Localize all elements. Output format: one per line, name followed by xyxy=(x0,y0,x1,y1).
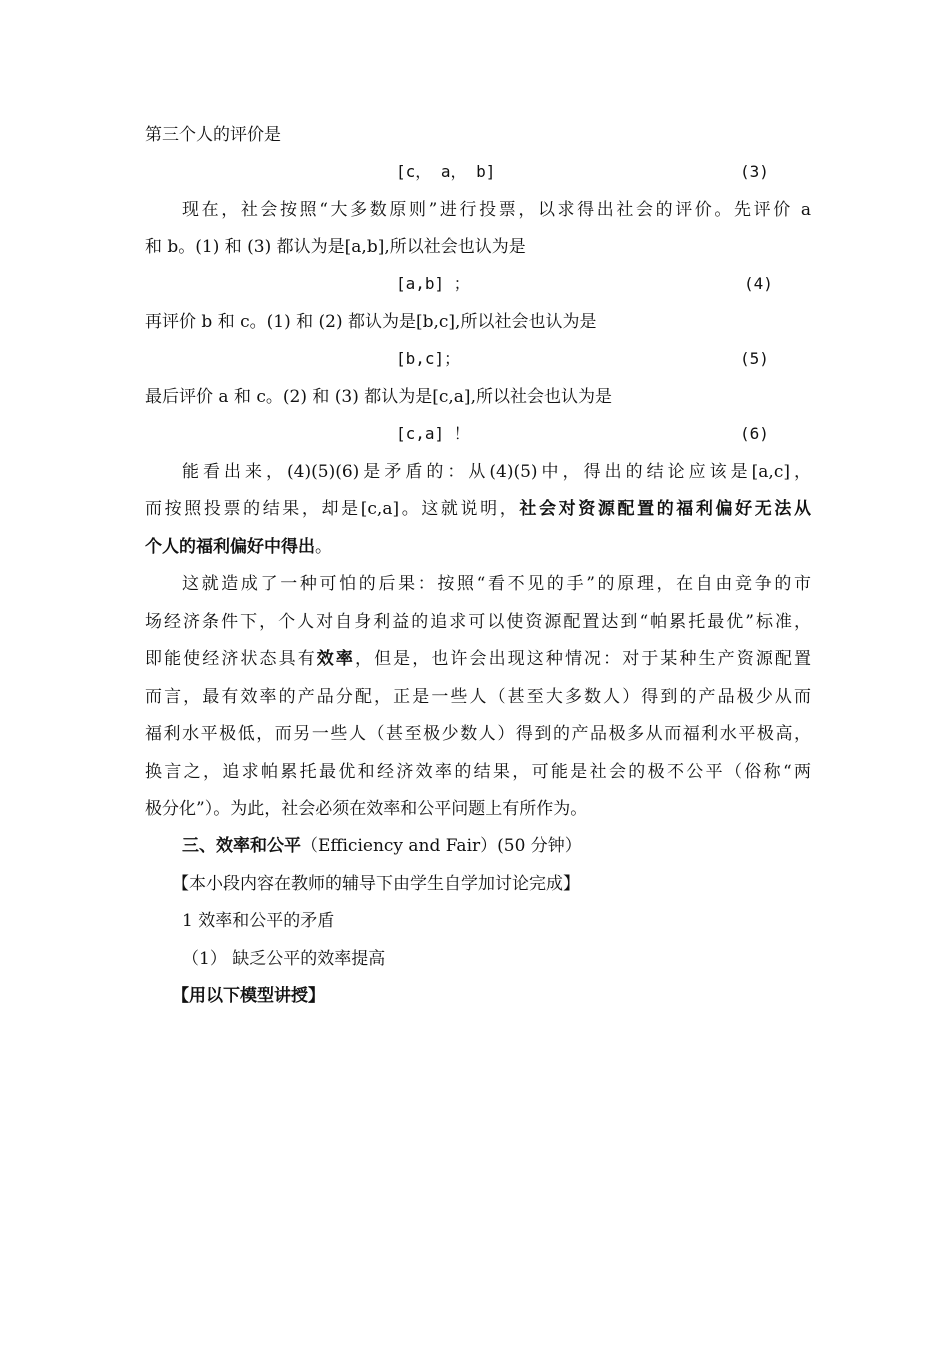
subsection-heading xyxy=(182,909,848,933)
text-span: 最后评价 a 和 c。(2) 和 (3) 都认为是[c,a],所以社会也认为是 xyxy=(145,387,612,407)
paragraph-line xyxy=(182,572,811,596)
text-span: 第三个人的评价是 xyxy=(145,125,281,145)
paragraph-line xyxy=(145,385,811,409)
text-span: 即能使经济状态具有 xyxy=(145,649,317,669)
text-span: 这就造成了一种可怕的后果：按照“看不见的手”的原理，在自由竞争的市 xyxy=(182,574,811,594)
bold-text-span: 个人的福利偏好中得出 xyxy=(145,537,315,557)
paragraph-line xyxy=(182,198,811,222)
formula-4: [a,b] ； xyxy=(396,274,470,293)
bold-text-span: 三、效率和公平 xyxy=(182,836,301,856)
note-line xyxy=(172,872,838,896)
bold-text-span: 效率 xyxy=(316,649,355,669)
paragraph-line xyxy=(182,460,811,484)
text-span: （Efficiency and Fair）(50 分钟） xyxy=(301,836,582,856)
bold-text-span: 【用以下模型讲授】 xyxy=(172,986,325,1006)
paragraph-line xyxy=(145,497,811,521)
text-span: 能看出来，(4)(5)(6)是矛盾的：从(4)(5)中，得出的结论应该是[a,c]， xyxy=(182,462,811,482)
paragraph-line xyxy=(145,610,811,634)
text-span: 【本小段内容在教师的辅导下由学生自学加讨论完成】 xyxy=(172,874,580,894)
paragraph-line xyxy=(145,235,811,259)
bold-text-span: 社会对资源配置的福利偏好无法从 xyxy=(519,499,811,519)
formula-3: [c， a， b] xyxy=(396,162,496,181)
text-span: 现在，社会按照“大多数原则”进行投票，以求得出社会的评价。先评价 a xyxy=(182,200,811,220)
text-span: 。 xyxy=(315,537,332,557)
text-span: 极分化”）。为此，社会必须在效率和公平问题上有所作为。 xyxy=(145,799,588,819)
equation-number-3: (3) xyxy=(740,162,769,181)
text-span: 而按照投票的结果，却是[c,a]。这就说明， xyxy=(145,499,520,519)
note-line xyxy=(172,984,838,1008)
paragraph-line xyxy=(145,535,811,559)
paragraph-line xyxy=(145,685,811,709)
text-span: 而言，最有效率的产品分配，正是一些人（甚至大多数人）得到的产品极少从而 xyxy=(145,687,811,707)
formula-5: [b,c]； xyxy=(396,349,461,368)
paragraph-line xyxy=(145,760,811,784)
text-span: 和 b。(1) 和 (3) 都认为是[a,b],所以社会也认为是 xyxy=(145,237,526,257)
text-span: 换言之，追求帕累托最优和经济效率的结果，可能是社会的极不公平（俗称“两 xyxy=(145,762,811,782)
formula-6: [c,a] ！ xyxy=(396,424,470,443)
text-span: （1） 缺乏公平的效率提高 xyxy=(182,949,386,969)
subsection-item xyxy=(182,947,848,971)
equation-number-5: (5) xyxy=(740,349,769,368)
paragraph-line xyxy=(145,797,811,821)
equation-number-6: (6) xyxy=(740,424,769,443)
paragraph-line xyxy=(145,123,811,147)
text-span: 场经济条件下，个人对自身利益的追求可以使资源配置达到“帕累托最优”标准， xyxy=(145,612,811,632)
section-heading xyxy=(182,834,848,858)
equation-number-4: (4) xyxy=(744,274,773,293)
paragraph-line xyxy=(145,722,811,746)
text-span: 福利水平极低，而另一些人（甚至极少数人）得到的产品极多从而福利水平极高， xyxy=(145,724,811,744)
paragraph-line xyxy=(145,310,811,334)
text-span: 再评价 b 和 c。(1) 和 (2) 都认为是[b,c],所以社会也认为是 xyxy=(145,312,597,332)
text-span: 1 效率和公平的矛盾 xyxy=(182,911,335,931)
text-span: ，但是，也许会出现这种情况：对于某种生产资源配置 xyxy=(354,649,812,669)
paragraph-line xyxy=(145,647,811,671)
